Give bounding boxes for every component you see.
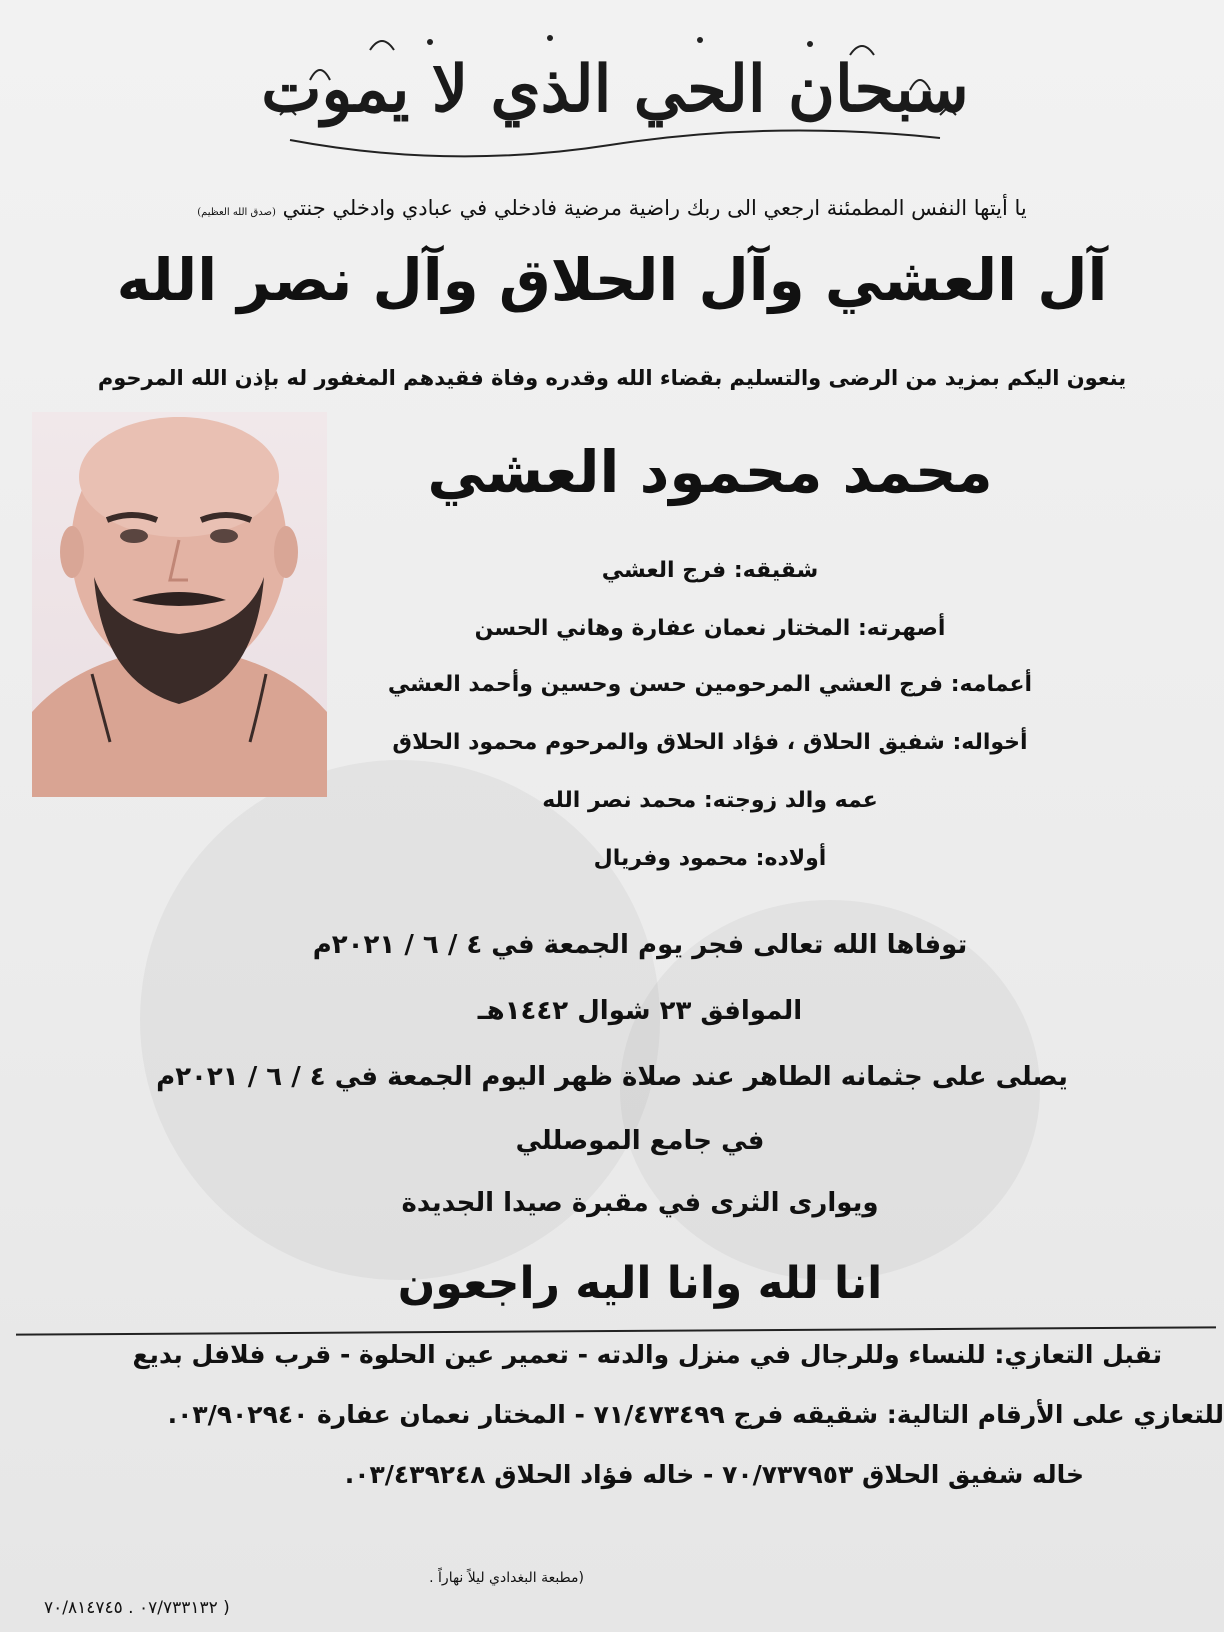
announcement-text: ينعون اليكم بمزيد من الرضى والتسليم بقضاء الله وقدره وفاة فقيدهم المغفور له بإذن الله المرحوم [97, 366, 1127, 390]
relative-line: عمه والد زوجته: محمد نصر الله [542, 788, 878, 813]
portrait-illustration [32, 412, 327, 797]
verse-note: (صدق الله العظيم) [197, 207, 276, 218]
mosque-line: في جامع الموصللي [515, 1126, 765, 1156]
verse-text: يا أيتها النفس المطمئنة ارجعي الى ربك راضية مرضية فادخلي في عبادي وادخلي جنتي [282, 196, 1027, 220]
relative-line: أصهرته: المختار نعمان عفارة وهاني الحسن [474, 616, 946, 641]
funeral-prayer-line: يصلى على جثمانه الطاهر عند صلاة ظهر اليوم الجمعة في ٤ / ٦ / ٢٠٢١م [156, 1062, 1068, 1092]
death-date-line: توفاها الله تعالى فجر يوم الجمعة في ٤ / ٦ / ٢٠٢١م [312, 930, 968, 960]
section-divider [16, 1326, 1216, 1335]
closing-verse: انا لله وانا اليه راجعون [397, 1258, 883, 1309]
relative-line: أعمامه: فرج العشي المرحومين حسن وحسين وأحمد العشي [387, 672, 1033, 697]
condolence-phones-continued: خاله شفيق الحلاق ٧٠/٧٣٧٩٥٣ - خاله فؤاد الحلاق ٠٣/٤٣٩٢٤٨. [344, 1460, 1084, 1489]
condolence-location: تقبل التعازي: للنساء وللرجال في منزل والدته - تعمير عين الحلوة - قرب فلافل بديع [132, 1340, 1162, 1369]
quran-verse [0, 196, 1224, 220]
calligraphy-heading [250, 20, 980, 190]
deceased-name: محمد محمود العشي [427, 438, 993, 506]
calligraphy-text: سبحان الحي الذي لا يموت [261, 52, 969, 127]
condolence-phones: للتعازي على الأرقام التالية: شقيقه فرج ٧١/٤٧٣٤٩٩ - المختار نعمان عفارة ٠٣/٩٠٢٩٤٠. [167, 1400, 1224, 1429]
burial-line: ويوارى الثرى في مقبرة صيدا الجديدة [401, 1188, 879, 1218]
relative-line: شقيقه: فرج العشي [601, 558, 819, 583]
relative-line: أخواله: شفيق الحلاق ، فؤاد الحلاق والمرحوم محمود الحلاق [392, 730, 1028, 755]
families-heading: آل العشي وآل الحلاق وآل نصر الله [116, 246, 1108, 314]
printer-phones: ٠٧/٧٣٣١٣٢ . ٧٠/٨١٤٧٤٥ ) [44, 1598, 230, 1618]
hijri-date-line: الموافق ٢٣ شوال ١٤٤٢هـ [477, 996, 803, 1026]
printer-name: (مطبعة البغدادي ليلاً نهاراً . [429, 1570, 584, 1586]
relative-line: أولاده: محمود وفريال [593, 846, 827, 871]
deceased-photo [32, 412, 327, 797]
